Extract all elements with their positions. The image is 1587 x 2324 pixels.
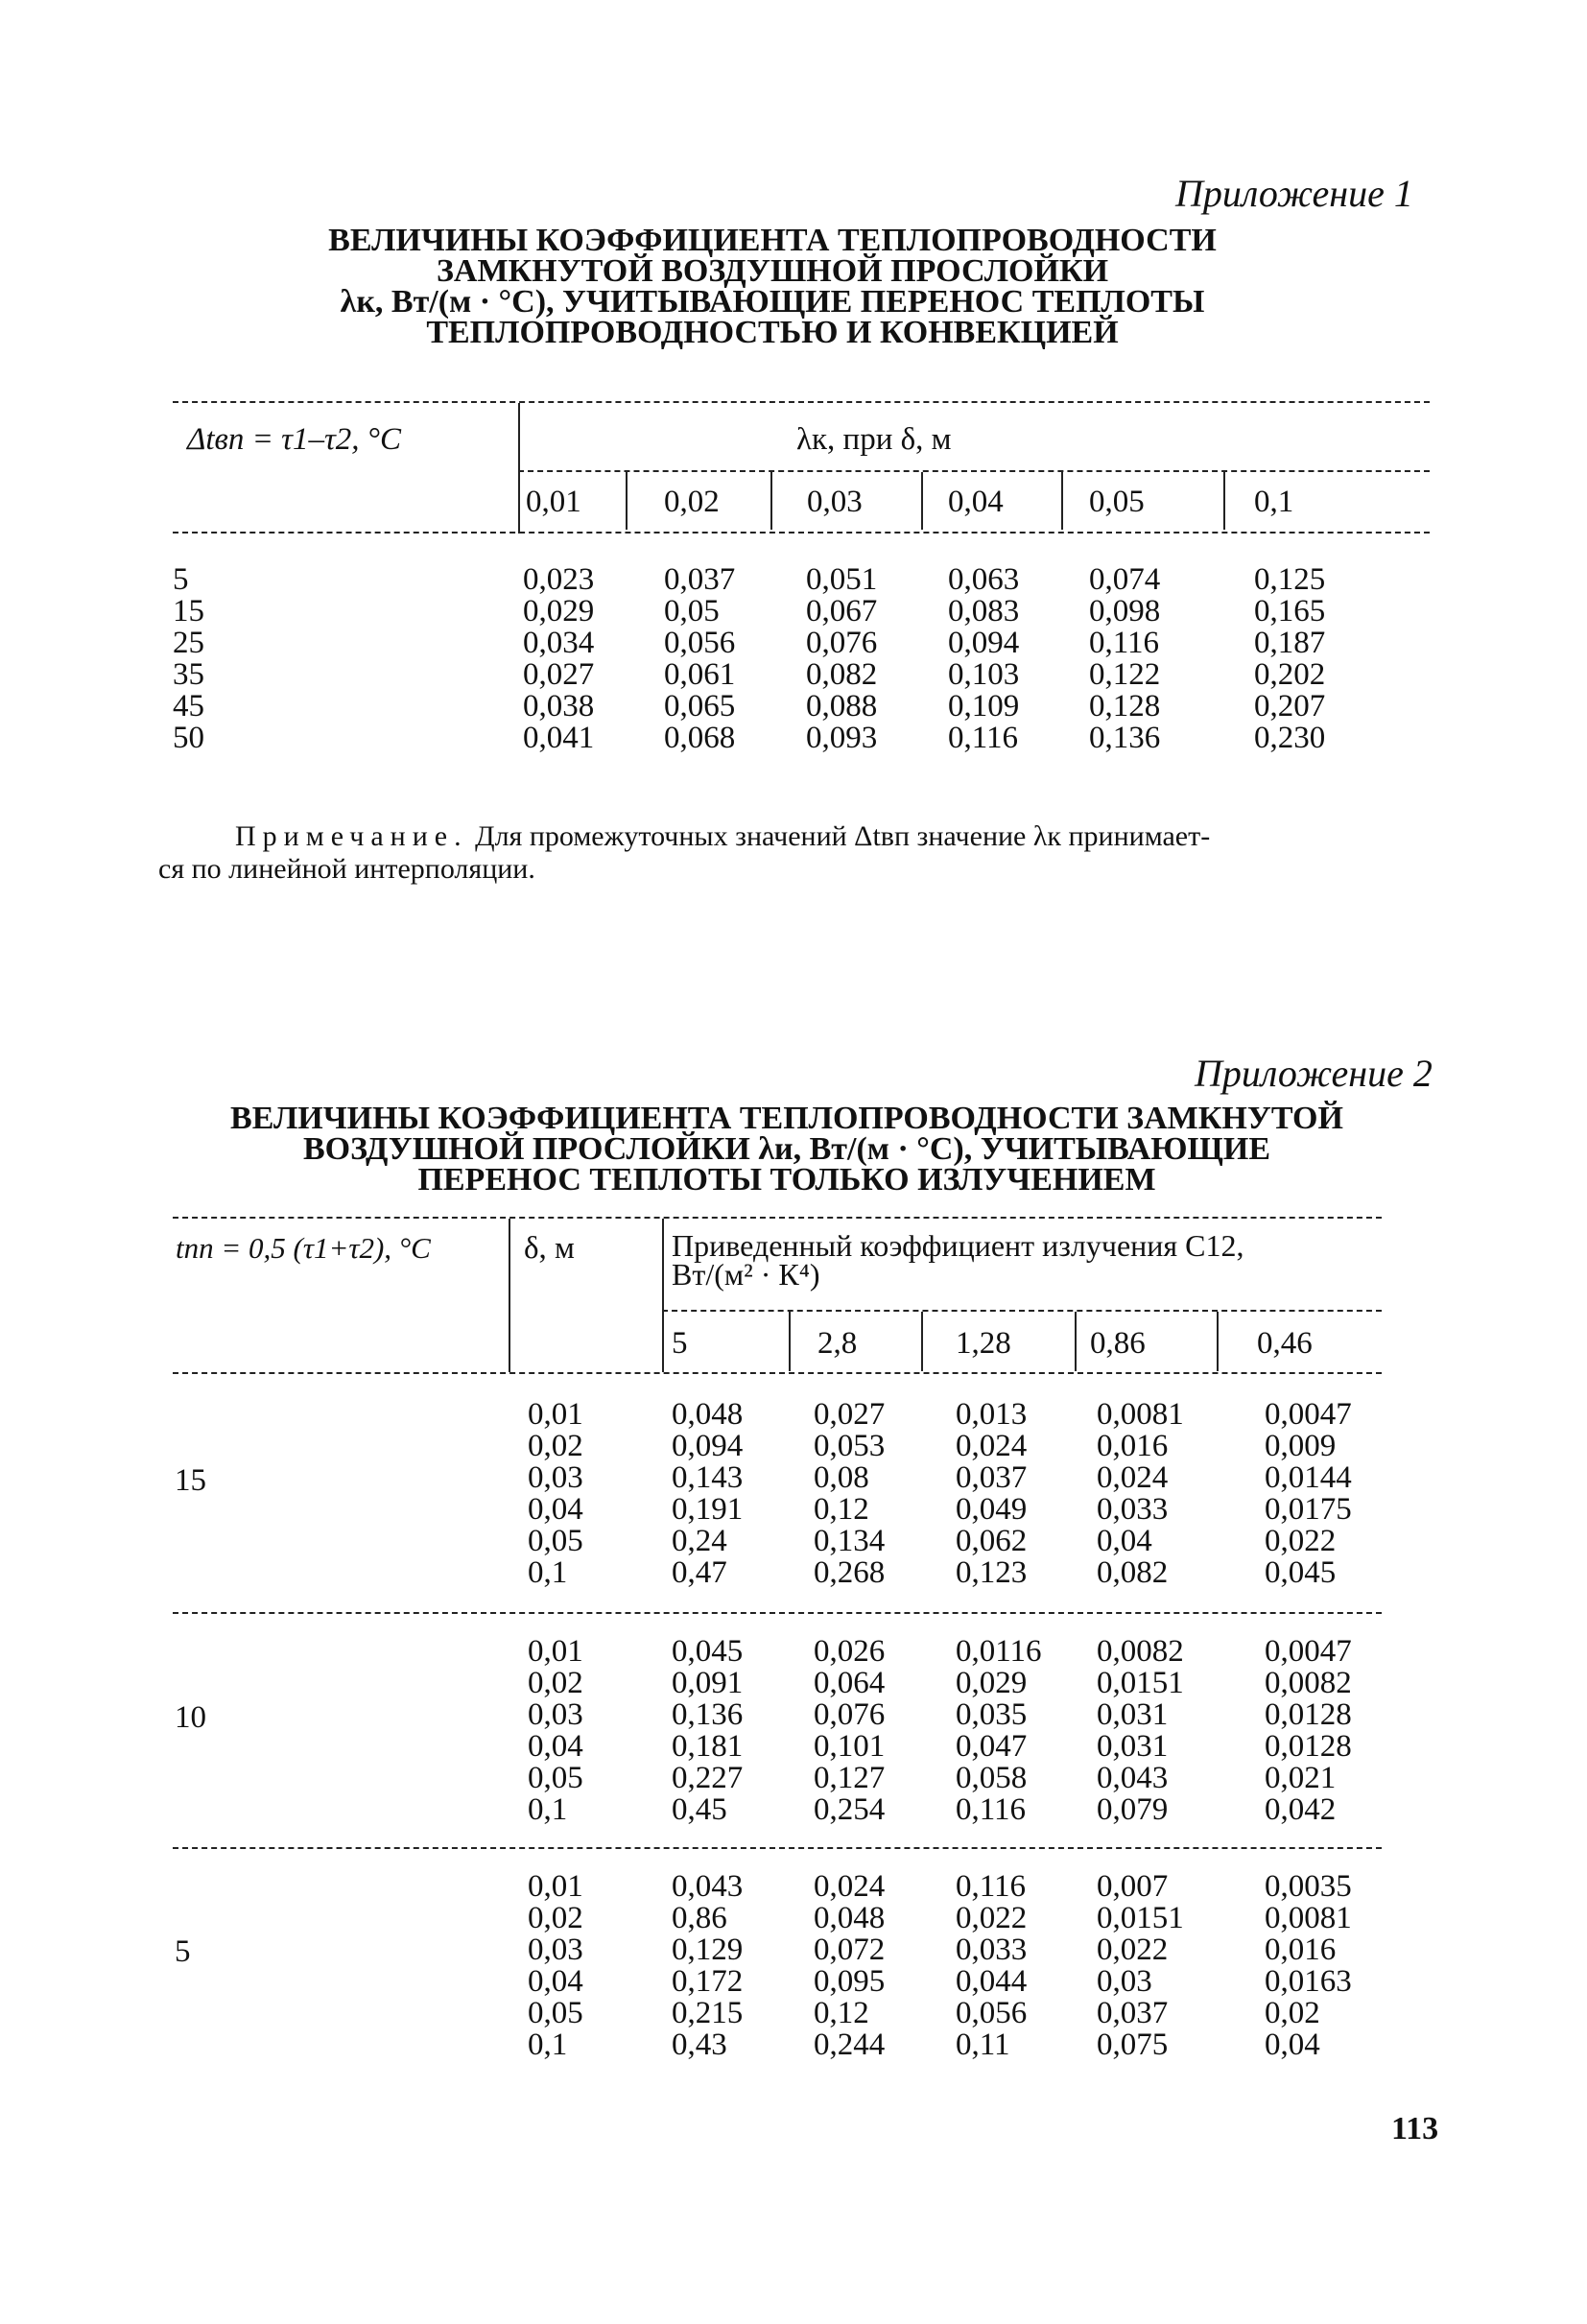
column-header-delta-t: Δtвп = τ1–τ2, °С: [187, 422, 401, 457]
lambda-column: [806, 564, 877, 754]
appendix-1-label: Приложение 1: [1175, 172, 1413, 215]
header-divider: [1061, 472, 1063, 530]
table-cell: 0,043: [672, 1869, 744, 1904]
delta-t-column: [173, 564, 204, 754]
header-line: Приведенный коэффициент излучения С12,: [672, 1228, 1244, 1263]
table-cell: 0,056: [664, 626, 736, 660]
table-cell: 0,109: [948, 689, 1020, 723]
column-group-header-lambda: λк, при δ, м: [796, 422, 952, 457]
table-cell: 0,24: [672, 1524, 727, 1558]
table-2-top-rule: [173, 1217, 1382, 1219]
table-cell: 0,082: [806, 657, 878, 692]
title-line: λк, Вт/(м · °С), УЧИТЫВАЮЩИЕ ПЕРЕНОС ТЕПЛОТЫ: [340, 284, 1205, 320]
table-cell: 0,02: [528, 1901, 583, 1935]
table-2-divider: [509, 1219, 510, 1372]
table-cell: 0,143: [672, 1460, 744, 1495]
table-1-header-rule: [518, 470, 1430, 472]
c12-header: 1,28: [956, 1326, 1011, 1361]
table-cell: 0,1: [528, 2028, 568, 2062]
thickness-header: 0,01: [526, 485, 581, 519]
thickness-header: 0,04: [948, 485, 1004, 519]
table-cell: 0,86: [672, 1901, 727, 1935]
table-cell: 0,202: [1254, 657, 1326, 692]
header-divider: [626, 472, 628, 530]
title-line: ВЕЛИЧИНЫ КОЭФФИЦИЕНТА ТЕПЛОПРОВОДНОСТИ: [328, 223, 1217, 258]
table-cell: 0,0128: [1265, 1697, 1352, 1732]
table-cell: 0,024: [1097, 1460, 1169, 1495]
table-cell: 0,116: [956, 1869, 1027, 1904]
table-cell: 0,016: [1097, 1429, 1169, 1463]
table-cell: 50: [173, 721, 204, 755]
table-cell: 0,029: [956, 1666, 1028, 1700]
title-line: ВЕЛИЧИНЫ КОЭФФИЦИЕНТА ТЕПЛОПРОВОДНОСТИ ЗАМКНУТОЙ: [230, 1101, 1343, 1136]
c12-header: 5: [672, 1326, 688, 1361]
table-cell: 0,076: [814, 1697, 886, 1732]
appendix-1-title: [240, 225, 1305, 348]
lambda-column: [672, 1399, 743, 1589]
table-cell: 0,038: [523, 689, 595, 723]
page-number: 113: [1391, 2111, 1439, 2146]
lambda-column: [523, 564, 594, 754]
table-cell: 0,05: [528, 1524, 583, 1558]
table-cell: 0,065: [664, 689, 736, 723]
table-cell: 0,098: [1089, 594, 1161, 628]
table-cell: 0,127: [814, 1761, 886, 1795]
thickness-header: 0,1: [1254, 485, 1294, 519]
table-cell: 0,03: [528, 1933, 583, 1967]
table-cell: 0,037: [1097, 1996, 1169, 2030]
lambda-column: [956, 1399, 1027, 1589]
note-text: Для промежуточных значений Δtвп значение λк принимает-: [475, 820, 1211, 852]
table-cell: 0,181: [672, 1729, 744, 1764]
table-cell: 0,088: [806, 689, 878, 723]
table-cell: 0,033: [1097, 1492, 1169, 1527]
table-cell: 0,007: [1097, 1869, 1169, 1904]
table-cell: 0,041: [523, 721, 595, 755]
table-cell: 0,0081: [1265, 1901, 1352, 1935]
table-cell: 0,074: [1089, 562, 1161, 597]
table-cell: 0,116: [1089, 626, 1160, 660]
table-cell: 0,0116: [956, 1634, 1042, 1669]
table-cell: 0,094: [672, 1429, 744, 1463]
table-cell: 0,103: [948, 657, 1020, 692]
table-cell: 0,0151: [1097, 1901, 1184, 1935]
temperature-cell: 5: [175, 1934, 191, 1969]
table-cell: 0,0163: [1265, 1964, 1352, 1999]
table-cell: 0,116: [956, 1792, 1027, 1827]
table-cell: 0,027: [523, 657, 595, 692]
header-divider: [770, 472, 772, 530]
lambda-column: [1254, 564, 1325, 754]
table-cell: 0,072: [814, 1933, 886, 1967]
table-cell: 0,048: [814, 1901, 886, 1935]
table-cell: 0,037: [956, 1460, 1028, 1495]
table-cell: 0,04: [528, 1964, 583, 1999]
appendix-2-label: Приложение 2: [1195, 1052, 1433, 1095]
c12-header: 0,86: [1090, 1326, 1146, 1361]
table-cell: 0,049: [956, 1492, 1028, 1527]
column-header-delta: δ, м: [524, 1231, 575, 1266]
title-line: ЗАМКНУТОЙ ВОЗДУШНОЙ ПРОСЛОЙКИ: [436, 253, 1109, 289]
table-cell: 0,122: [1089, 657, 1161, 692]
table-cell: 0,03: [1097, 1964, 1152, 1999]
table-cell: 0,022: [1097, 1933, 1169, 1967]
group-separator: [173, 1612, 1382, 1614]
lambda-column: [814, 1871, 885, 2061]
delta-column: [528, 1399, 583, 1589]
table-cell: 0,031: [1097, 1729, 1169, 1764]
table-cell: 0,268: [814, 1555, 886, 1590]
table-cell: 0,0128: [1265, 1729, 1352, 1764]
table-cell: 0,093: [806, 721, 878, 755]
table-cell: 0,079: [1097, 1792, 1169, 1827]
table-cell: 0,068: [664, 721, 736, 755]
table-1-divider: [518, 403, 520, 534]
table-cell: 0,037: [664, 562, 736, 597]
note-line: ся по линейной интерполяции.: [158, 853, 535, 885]
table-cell: 0,0144: [1265, 1460, 1352, 1495]
table-cell: 0,1: [528, 1792, 568, 1827]
table-cell: 0,191: [672, 1492, 744, 1527]
table-cell: 0,03: [528, 1697, 583, 1732]
appendix-2-title: [211, 1103, 1362, 1196]
table-cell: 0,04: [528, 1729, 583, 1764]
column-header-temperature: tпп = 0,5 (τ1+τ2), °С: [176, 1231, 431, 1265]
delta-column: [528, 1871, 583, 2061]
group-separator: [173, 1847, 1382, 1849]
temperature-cell: 10: [175, 1700, 206, 1735]
table-cell: 0,0035: [1265, 1869, 1352, 1904]
table-cell: 0,12: [814, 1996, 869, 2030]
lambda-column: [664, 564, 735, 754]
table-cell: 0,05: [664, 594, 720, 628]
table-cell: 0,08: [814, 1460, 869, 1495]
table-cell: 0,043: [1097, 1761, 1169, 1795]
table-1-top-rule: [173, 401, 1430, 403]
header-divider: [921, 1312, 923, 1371]
table-cell: 0,064: [814, 1666, 886, 1700]
table-cell: 0,048: [672, 1397, 744, 1432]
table-cell: 15: [173, 594, 204, 628]
title-line: ТЕПЛОПРОВОДНОСТЬЮ И КОНВЕКЦИЕЙ: [426, 315, 1119, 350]
table-cell: 0,04: [528, 1492, 583, 1527]
table-cell: 0,123: [956, 1555, 1028, 1590]
lambda-column: [948, 564, 1019, 754]
note-label: Примечание.: [235, 820, 468, 852]
thickness-header: 0,02: [664, 485, 720, 519]
table-cell: 0,207: [1254, 689, 1326, 723]
table-cell: 45: [173, 689, 204, 723]
lambda-column: [672, 1871, 743, 2061]
table-cell: 0,076: [806, 626, 878, 660]
table-cell: 0,044: [956, 1964, 1028, 1999]
lambda-column: [956, 1636, 1042, 1826]
table-cell: 0,215: [672, 1996, 744, 2030]
table-cell: 0,082: [1097, 1555, 1169, 1590]
table-cell: 0,056: [956, 1996, 1028, 2030]
table-cell: 0,04: [1097, 1524, 1152, 1558]
thickness-header: 0,05: [1089, 485, 1145, 519]
table-cell: 0,02: [528, 1429, 583, 1463]
lambda-column: [814, 1636, 885, 1826]
table-cell: 0,094: [948, 626, 1020, 660]
lambda-column: [956, 1871, 1027, 2061]
thickness-header: 0,03: [807, 485, 863, 519]
lambda-column: [1265, 1399, 1352, 1589]
table-cell: 0,45: [672, 1792, 727, 1827]
table-cell: 0,075: [1097, 2028, 1169, 2062]
table-cell: 0,0082: [1265, 1666, 1352, 1700]
lambda-column: [814, 1399, 885, 1589]
table-cell: 0,04: [1265, 2028, 1320, 2062]
table-cell: 0,05: [528, 1996, 583, 2030]
table-cell: 0,062: [956, 1524, 1028, 1558]
table-cell: 0,01: [528, 1634, 583, 1669]
lambda-column: [672, 1636, 743, 1826]
c12-header: 0,46: [1257, 1326, 1313, 1361]
table-cell: 0,129: [672, 1933, 744, 1967]
table-cell: 0,227: [672, 1761, 744, 1795]
table-cell: 0,03: [528, 1460, 583, 1495]
table-cell: 0,187: [1254, 626, 1326, 660]
title-line: ПЕРЕНОС ТЕПЛОТЫ ТОЛЬКО ИЗЛУЧЕНИЕМ: [417, 1162, 1156, 1198]
table-cell: 0,125: [1254, 562, 1326, 597]
table-cell: 0,02: [528, 1666, 583, 1700]
table-cell: 0,033: [956, 1933, 1028, 1967]
table-cell: 0,067: [806, 594, 878, 628]
table-cell: 0,027: [814, 1397, 886, 1432]
lambda-column: [1097, 1871, 1184, 2061]
table-cell: 0,035: [956, 1697, 1028, 1732]
column-group-header-c12: [672, 1228, 1244, 1292]
table-cell: 0,061: [664, 657, 736, 692]
table-cell: 0,034: [523, 626, 595, 660]
table-cell: 0,026: [814, 1634, 886, 1669]
table-cell: 0,045: [672, 1634, 744, 1669]
table-cell: 0,172: [672, 1964, 744, 1999]
table-cell: 0,101: [814, 1729, 886, 1764]
lambda-column: [1097, 1399, 1184, 1589]
table-cell: 0,024: [814, 1869, 886, 1904]
table-cell: 0,230: [1254, 721, 1326, 755]
table-cell: 0,1: [528, 1555, 568, 1590]
header-line: Вт/(м² · К⁴): [672, 1257, 820, 1292]
table-cell: 0,013: [956, 1397, 1028, 1432]
table-cell: 0,0081: [1097, 1397, 1184, 1432]
table-cell: 0,009: [1265, 1429, 1337, 1463]
table-cell: 0,05: [528, 1761, 583, 1795]
table-cell: 0,031: [1097, 1697, 1169, 1732]
table-cell: 0,053: [814, 1429, 886, 1463]
table-cell: 0,029: [523, 594, 595, 628]
lambda-column: [1265, 1636, 1352, 1826]
header-divider: [1217, 1312, 1219, 1371]
table-cell: 0,023: [523, 562, 595, 597]
table-cell: 0,083: [948, 594, 1020, 628]
note-line: [235, 820, 1430, 853]
lambda-column: [1097, 1636, 1184, 1826]
table-2-body-rule: [173, 1372, 1382, 1374]
table-cell: 0,11: [956, 2028, 1010, 2062]
table-cell: 0,021: [1265, 1761, 1337, 1795]
table-cell: 0,128: [1089, 689, 1161, 723]
table-cell: 35: [173, 657, 204, 692]
header-divider: [1075, 1312, 1077, 1371]
table-2-divider: [662, 1219, 664, 1372]
table-cell: 0,0175: [1265, 1492, 1352, 1527]
table-cell: 0,165: [1254, 594, 1326, 628]
table-cell: 0,01: [528, 1869, 583, 1904]
table-cell: 0,095: [814, 1964, 886, 1999]
table-cell: 0,136: [1089, 721, 1161, 755]
lambda-column: [1089, 564, 1160, 754]
table-cell: 0,051: [806, 562, 878, 597]
table-cell: 5: [173, 562, 189, 597]
table-cell: 0,045: [1265, 1555, 1337, 1590]
table-cell: 0,244: [814, 2028, 886, 2062]
table-cell: 0,254: [814, 1792, 886, 1827]
c12-header: 2,8: [817, 1326, 858, 1361]
table-cell: 0,042: [1265, 1792, 1337, 1827]
table-cell: 0,091: [672, 1666, 744, 1700]
table-cell: 0,02: [1265, 1996, 1320, 2030]
table-1-note: [158, 820, 1430, 886]
table-cell: 0,058: [956, 1761, 1028, 1795]
table-cell: 0,0082: [1097, 1634, 1184, 1669]
temperature-cell: 15: [175, 1463, 206, 1498]
table-cell: 0,116: [948, 721, 1019, 755]
lambda-column: [1265, 1871, 1352, 2061]
table-cell: 0,0047: [1265, 1397, 1352, 1432]
table-cell: 0,016: [1265, 1933, 1337, 1967]
delta-column: [528, 1636, 583, 1826]
table-cell: 0,0151: [1097, 1666, 1184, 1700]
header-divider: [921, 472, 923, 530]
table-cell: 0,024: [956, 1429, 1028, 1463]
table-cell: 0,047: [956, 1729, 1028, 1764]
table-cell: 0,43: [672, 2028, 727, 2062]
table-1-body-rule: [173, 532, 1430, 534]
table-cell: 0,12: [814, 1492, 869, 1527]
table-cell: 0,136: [672, 1697, 744, 1732]
table-cell: 0,022: [1265, 1524, 1337, 1558]
table-cell: 0,0047: [1265, 1634, 1352, 1669]
header-divider: [789, 1312, 791, 1371]
table-cell: 0,063: [948, 562, 1020, 597]
table-cell: 0,47: [672, 1555, 727, 1590]
table-cell: 0,01: [528, 1397, 583, 1432]
table-cell: 0,022: [956, 1901, 1028, 1935]
table-2-header-rule: [662, 1310, 1382, 1312]
header-divider: [1223, 472, 1225, 530]
table-cell: 25: [173, 626, 204, 660]
title-line: ВОЗДУШНОЙ ПРОСЛОЙКИ λи, Вт/(м · °С), УЧИТЫВАЮЩИЕ: [303, 1131, 1270, 1167]
table-cell: 0,134: [814, 1524, 886, 1558]
